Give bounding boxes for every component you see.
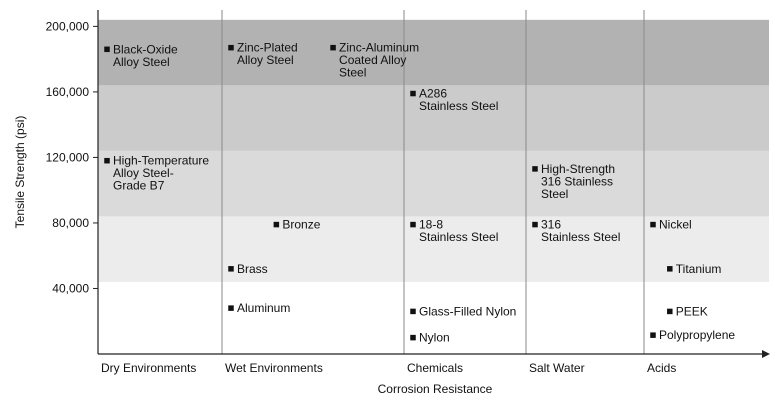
data-point-marker <box>228 266 234 272</box>
y-tick-label: 40,000 <box>52 281 89 296</box>
data-point-marker <box>228 45 234 51</box>
data-point-label: Brass <box>237 261 268 276</box>
data-point-label: Titanium <box>675 261 722 276</box>
data-point-label: High-Strength 316 Stainless Steel <box>541 161 616 201</box>
y-tick-label: 80,000 <box>52 215 89 230</box>
data-point-label: Polypropylene <box>659 328 736 343</box>
data-point-marker <box>410 335 416 341</box>
category-label: Acids <box>647 361 677 375</box>
category-label: Salt Water <box>529 361 585 375</box>
category-label: Chemicals <box>407 361 464 375</box>
data-point-label: Bronze <box>282 217 321 232</box>
y-tick-label: 200,000 <box>45 19 89 34</box>
x-axis-title: Corrosion Resistance <box>377 382 493 396</box>
data-point-marker <box>410 222 416 228</box>
data-point-marker <box>532 166 538 172</box>
data-point-label: Zinc-Aluminum Coated Alloy Steel <box>339 40 420 80</box>
data-point-label: High-Temperature Alloy Steel-Grade B7 <box>113 153 210 193</box>
data-point-label: Zinc-Plated Alloy Steel <box>237 40 298 68</box>
data-point-marker <box>410 91 416 97</box>
data-point-marker <box>650 332 656 338</box>
data-point-label: PEEK <box>675 304 708 319</box>
data-point-marker <box>410 309 416 315</box>
band-4 <box>98 20 769 86</box>
data-point-label: 316 Stainless Steel <box>541 217 621 245</box>
data-point-label: Black-Oxide Alloy Steel <box>113 42 178 69</box>
data-point-marker <box>228 305 234 311</box>
data-point-label: 18-8 Stainless Steel <box>419 217 499 245</box>
data-point-label: A286 Stainless Steel <box>419 86 499 114</box>
category-label: Wet Environments <box>225 361 323 375</box>
data-point-marker <box>650 222 656 228</box>
category-label: Dry Environments <box>101 361 197 375</box>
data-point-marker <box>532 222 538 228</box>
y-tick-label: 120,000 <box>45 150 89 165</box>
data-point-marker <box>667 266 673 272</box>
data-point-label: Nylon <box>419 330 450 345</box>
data-point-label: Aluminum <box>237 301 291 316</box>
data-point-marker <box>667 309 673 315</box>
data-point-marker <box>330 45 336 51</box>
y-tick-label: 160,000 <box>45 84 89 99</box>
data-point-marker <box>104 47 110 53</box>
data-point-label: Glass-Filled Nylon <box>419 304 517 319</box>
data-point-label: Nickel <box>659 217 692 232</box>
data-point-marker <box>274 222 280 228</box>
data-point-marker <box>104 158 110 164</box>
y-axis-title: Tensile Strength (psi) <box>13 115 27 229</box>
